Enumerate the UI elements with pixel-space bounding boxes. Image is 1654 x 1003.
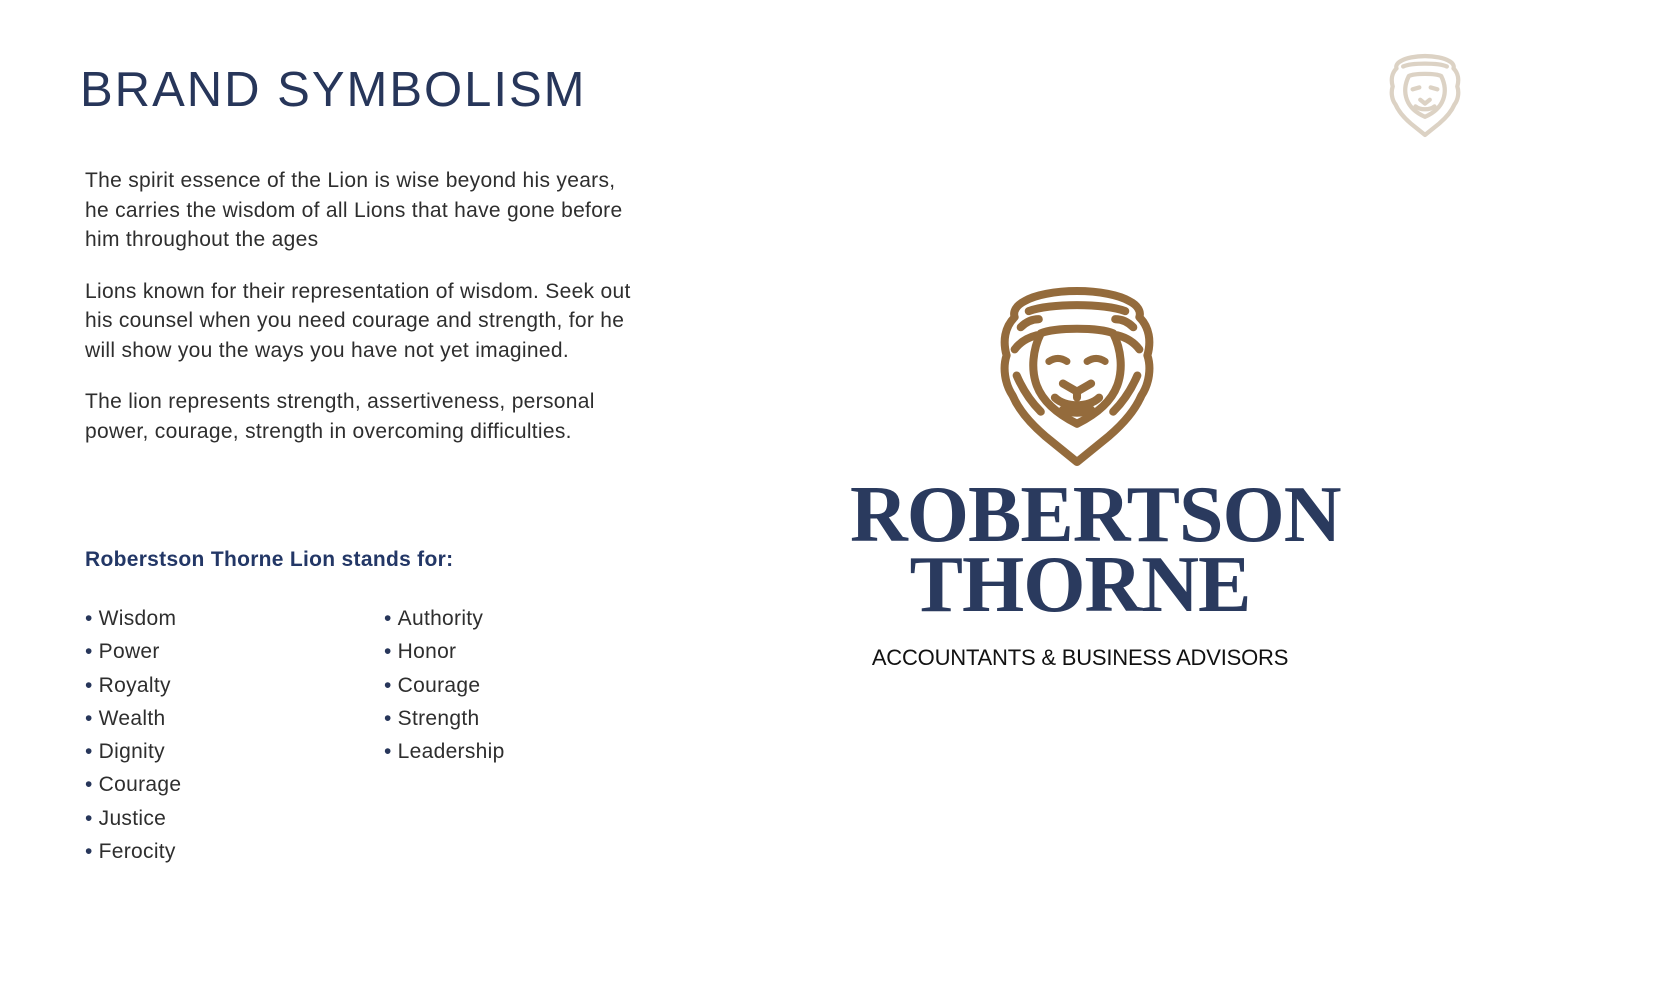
list-item <box>85 669 181 702</box>
list-item <box>85 635 181 668</box>
list-item <box>85 802 181 835</box>
list-item-label: Power <box>98 640 160 664</box>
list-item-label: Authority <box>397 607 484 630</box>
bullet: • <box>85 806 93 830</box>
bullet: • <box>384 740 392 764</box>
qualities-list-left <box>85 602 181 868</box>
bullet: • <box>85 673 93 697</box>
bullet: • <box>85 840 93 864</box>
list-item <box>85 768 181 801</box>
bullet: • <box>85 773 93 797</box>
list-item-label: Wealth <box>98 706 166 730</box>
list-item-label: Leadership <box>397 740 505 764</box>
bullet: • <box>384 673 392 697</box>
list-item-label: Courage <box>98 773 182 797</box>
stands-for-heading: Roberstson Thorne Lion stands for: <box>85 548 454 571</box>
logo-tagline: ACCOUNTANTS & BUSINESS ADVISORS <box>871 645 1289 670</box>
page-title: BRAND SYMBOLISM <box>80 63 587 117</box>
list-item <box>85 835 181 868</box>
list-item <box>384 635 505 668</box>
bullet: • <box>384 706 392 730</box>
logo-wordmark <box>850 471 1341 629</box>
paragraph-spirit-essence: The spirit essence of the Lion is wise beyond his years, he carries the wisdom of all Lions that have gone before him throughout the ages <box>85 169 623 251</box>
bullet: • <box>384 607 392 630</box>
bullet: • <box>85 706 93 730</box>
bullet: • <box>384 640 392 664</box>
list-item <box>384 669 505 702</box>
list-item <box>85 702 181 735</box>
list-item <box>85 602 181 635</box>
list-item-label: Justice <box>98 806 167 830</box>
list-item-label: Strength <box>397 706 480 730</box>
list-item <box>384 735 505 768</box>
paragraph-strength: The lion represents strength, assertiveness, personal power, courage, strength in overcoming difficulties. <box>85 390 595 443</box>
list-item-label: Courage <box>397 673 481 697</box>
list-item <box>85 735 181 768</box>
list-item <box>384 602 505 635</box>
bullet: • <box>85 640 93 664</box>
list-item-label: Royalty <box>98 673 171 697</box>
list-item <box>384 702 505 735</box>
logo-line-robertson: ROBERTSON <box>850 471 1341 559</box>
bullet: • <box>85 740 93 764</box>
list-item-label: Wisdom <box>98 607 177 630</box>
body-copy <box>85 166 645 468</box>
list-item-label: Honor <box>397 640 457 664</box>
logo-line-thorne: THORNE <box>909 541 1251 629</box>
bullet: • <box>85 607 93 630</box>
list-item-label: Ferocity <box>98 840 176 864</box>
lion-head-icon <box>994 285 1160 466</box>
lion-head-icon <box>1387 52 1463 138</box>
list-item-label: Dignity <box>98 740 165 764</box>
paragraph-wisdom: Lions known for their representation of wisdom. Seek out his counsel when you need courage and strength, for he will show you the ways you have not yet imagined. <box>85 279 631 362</box>
qualities-list-right <box>384 602 505 768</box>
